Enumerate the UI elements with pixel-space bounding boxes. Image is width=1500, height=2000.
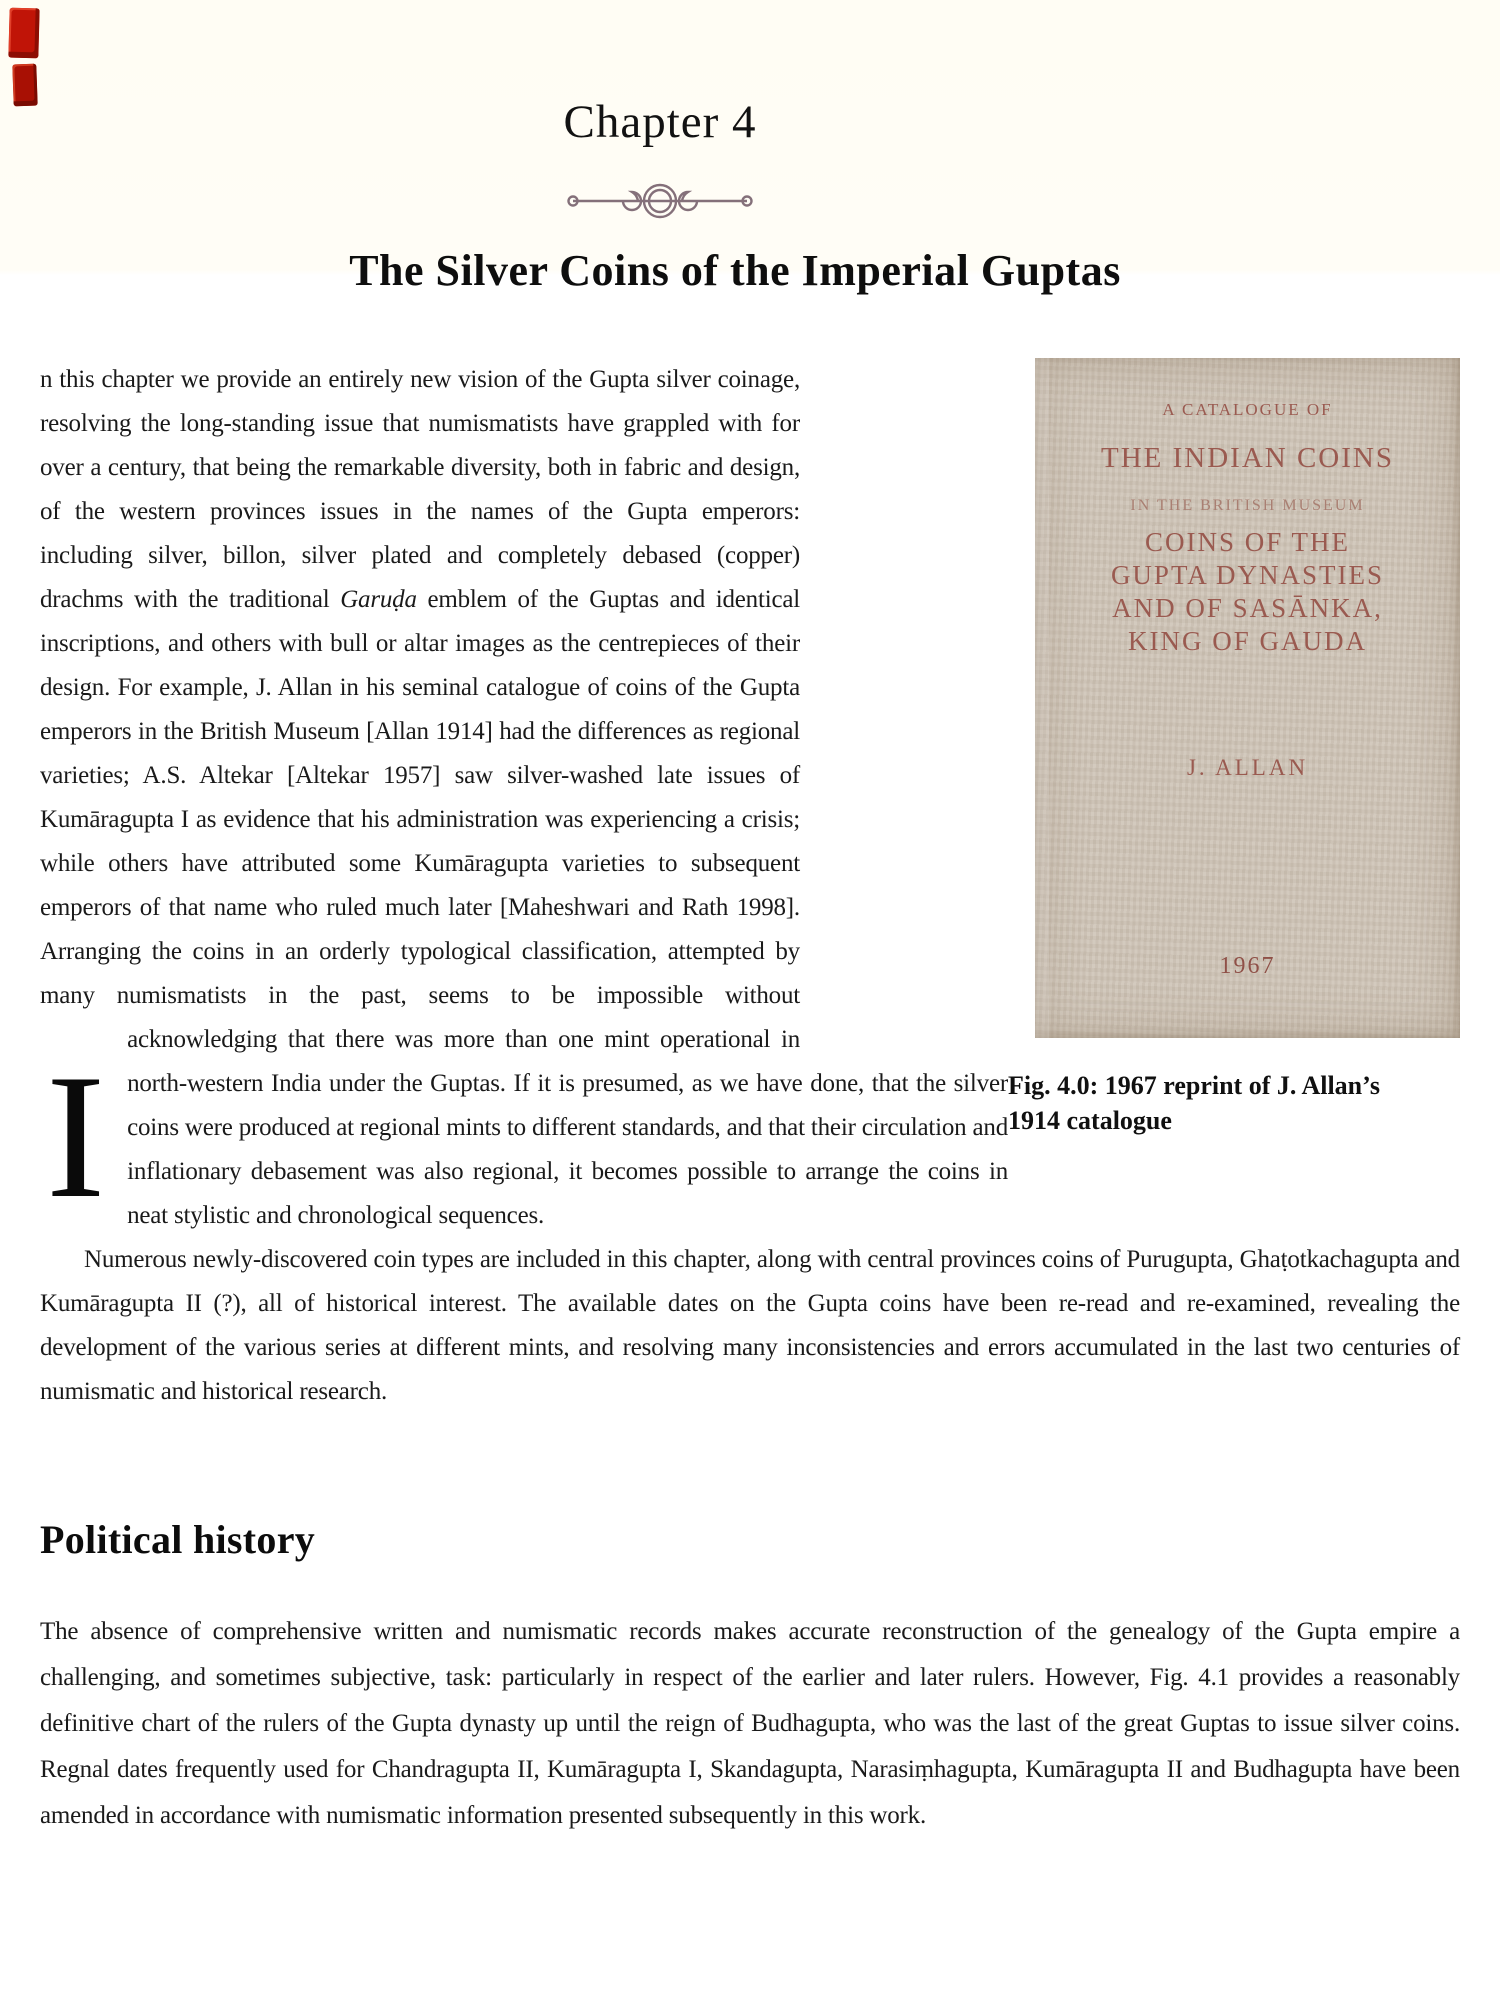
cover-author: J. ALLAN [1186,755,1309,780]
figure-area [800,358,1460,1038]
cover-title [1035,526,1460,658]
red-scan-mark [8,8,39,59]
section-heading-political-history: Political history [40,1517,316,1562]
intro-paragraph-1-text: n this chapter we provide an entirely new vision of the Gupta silver coinage, resolving the long-standing issue that numismatists have grappled with for over a century, that being the remarkable diversity, both in fabric and design, of the western provinces issues in the names of the Gupta emperors: including silver, billon, silver plated and completely debased (copper) drachms with the traditional Garuḍa emblem of the Guptas and identical inscriptions, and others with bull or altar images as the centrepieces of their design. For example, J. Allan in his seminal catalogue of coins of the Gupta emperors in the British Museum [Allan 1914] had the differences as regional varieties; A.S. Altekar [Altekar 1957] saw silver-washed late issues of Kumāragupta I as evidence that his administration was experiencing a crisis; while others have attributed some Kumāragupta varieties to subsequent emperors of that name who ruled much later [Maheshwari and Rath 1998]. Arranging the coins in an orderly typological classification, attempted by many numismatists in the past, seems to be impossible without acknowledging that there was more than one mint operational in north-western India under the Guptas. If it is presumed, as we have done, that the silver coins were produced at regional mints to different standards, and that their circulation and inflationary debasement was also regional, it becomes possible to arrange the coins in neat stylistic and chronological sequences. [40,366,1008,1229]
figure-caption-line: 1914 catalogue [1008,1106,1172,1135]
figure-caption-line: Fig. 4.0: 1967 reprint of J. Allan’s [1008,1071,1380,1100]
intro-section [40,358,1460,1414]
cover-title-line: AND OF SASĀNKA, [1112,593,1383,623]
cover-imprint-line: A CATALOGUE OF [1162,400,1333,419]
figure-caption [1008,1068,1453,1138]
red-scan-mark [12,64,37,107]
cover-title-line: COINS OF THE [1144,527,1351,557]
page-title: The Silver Coins of the Imperial Guptas [349,246,1121,295]
cover-imprint-line: THE INDIAN COINS [1101,442,1394,474]
divider-ornament [40,175,1280,227]
political-history-paragraph: The absence of comprehensive written and numismatic records makes accurate reconstruction of the genealogy of the Gupta empire a challenging, and sometimes subjective, task: particularly in respect of the earlier and later rulers. However, Fig. 4.1 provides a reasonably definitive chart of the rulers of the Gupta dynasty up until the reign of Budhagupta, who was the last of the great Guptas to issue silver coins. Regnal dates frequently used for Chandragupta II, Kumāragupta I, Skandagupta, Narasiṃhagupta, Kumāragupta II and Budhagupta have been amended in accordance with numismatic information presented subsequently in this work. [40,1618,1460,1829]
chapter-heading: Chapter 4 [563,96,757,148]
figure-caption-area [1008,1068,1460,1174]
cover-title-line: GUPTA DYNASTIES [1110,560,1385,590]
cover-title-line: KING OF GAUDA [1128,626,1367,656]
drop-cap: I [46,1037,106,1235]
book-cover-photo [1035,358,1460,1038]
cover-imprint-line: IN THE BRITISH MUSEUM [1130,497,1365,514]
ornament-icon [565,175,755,227]
cover-imprint [1035,388,1460,528]
cover-year: 1967 [1219,953,1276,979]
intro-paragraph-2: Numerous newly-discovered coin types are included in this chapter, along with central provinces coins of Purugupta, Ghaṭotkachagupta and Kumāragupta II (?), all of historical interest. The available dates on the Gupta coins have been re-read and re-examined, revealing the development of the various series at different mints, and resolving many inconsistencies and errors accumulated in the last two centuries of numismatic and historical research. [40,1246,1460,1405]
